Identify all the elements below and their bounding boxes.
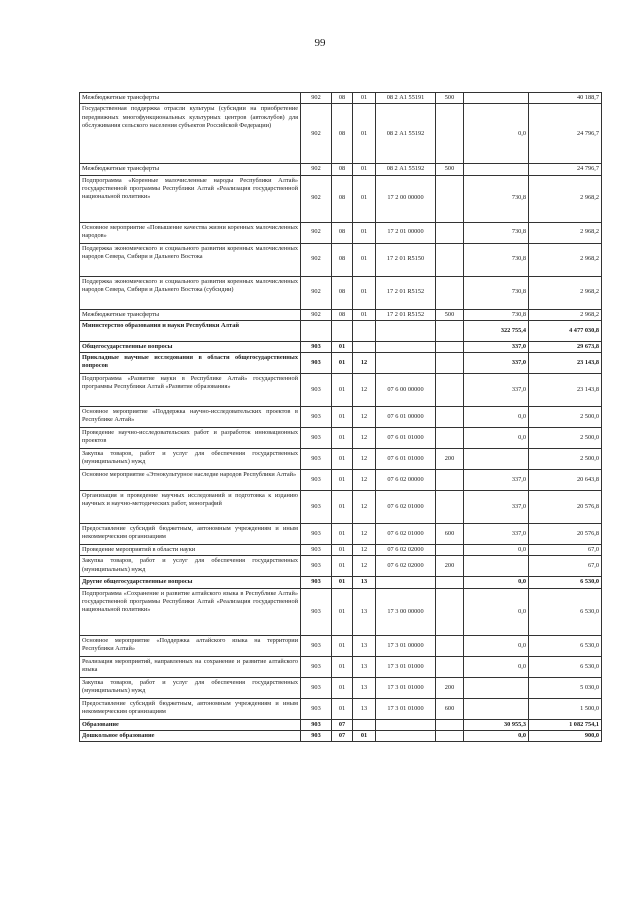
row-name-cell: Подпрограмма «Развитие науки в Республике Алтай» государственной программы Республики Алтай «Развитие образования» (80, 374, 301, 407)
row-target-article-cell: 08 2 А1 55192 (376, 164, 436, 175)
row-admin-code-cell: 903 (301, 698, 332, 719)
row-amount-2-cell: 6 530,0 (529, 656, 602, 677)
table-row (80, 104, 602, 164)
row-target-article-cell (376, 341, 436, 352)
row-amount-2-cell: 2 968,2 (529, 276, 602, 309)
row-admin-code-cell: 902 (301, 93, 332, 104)
table-body (80, 93, 602, 742)
row-target-article-cell: 07 6 01 01000 (376, 428, 436, 449)
row-name-cell: Общегосударственные вопросы (80, 341, 301, 352)
row-target-article-cell: 17 3 00 00000 (376, 588, 436, 635)
row-amount-1-cell (464, 164, 529, 175)
row-subsection-cell: 13 (353, 698, 376, 719)
table-row (80, 276, 602, 309)
row-amount-2-cell: 20 576,8 (529, 524, 602, 545)
row-subsection-cell: 01 (353, 731, 376, 742)
row-section-cell: 01 (332, 698, 353, 719)
row-expense-type-cell: 200 (436, 556, 464, 577)
row-expense-type-cell (436, 341, 464, 352)
row-expense-type-cell (436, 577, 464, 588)
row-name-cell: Реализация мероприятий, направленных на сохранение и развитие алтайского языка (80, 656, 301, 677)
row-subsection-cell: 12 (353, 428, 376, 449)
row-target-article-cell: 07 6 02 02000 (376, 545, 436, 556)
row-expense-type-cell (436, 374, 464, 407)
row-expense-type-cell (436, 588, 464, 635)
row-target-article-cell: 17 2 01 R5152 (376, 276, 436, 309)
row-amount-1-cell: 337,0 (464, 524, 529, 545)
row-expense-type-cell: 600 (436, 524, 464, 545)
row-section-cell: 01 (332, 341, 353, 352)
table-row (80, 222, 602, 243)
row-section-cell: 01 (332, 449, 353, 470)
row-name-cell: Основное мероприятие «Повышение качества жизни коренных малочисленных народов» (80, 222, 301, 243)
table-row (80, 656, 602, 677)
row-amount-1-cell: 730,8 (464, 309, 529, 320)
row-section-cell: 01 (332, 491, 353, 524)
row-admin-code-cell: 903 (301, 491, 332, 524)
table-row (80, 545, 602, 556)
row-amount-2-cell: 900,0 (529, 731, 602, 742)
row-target-article-cell: 07 6 02 00000 (376, 470, 436, 491)
table-row (80, 577, 602, 588)
row-amount-2-cell: 67,0 (529, 556, 602, 577)
row-target-article-cell: 17 3 01 01000 (376, 677, 436, 698)
row-section-cell: 01 (332, 677, 353, 698)
row-section-cell: 01 (332, 545, 353, 556)
row-amount-2-cell: 40 188,7 (529, 93, 602, 104)
row-target-article-cell: 07 6 01 01000 (376, 449, 436, 470)
row-amount-2-cell: 2 500,0 (529, 449, 602, 470)
row-subsection-cell: 01 (353, 309, 376, 320)
row-amount-1-cell: 30 955,3 (464, 719, 529, 730)
row-expense-type-cell: 500 (436, 309, 464, 320)
row-amount-1-cell (464, 93, 529, 104)
row-amount-1-cell: 0,0 (464, 407, 529, 428)
row-expense-type-cell (436, 719, 464, 730)
row-subsection-cell: 12 (353, 353, 376, 374)
row-amount-1-cell: 0,0 (464, 545, 529, 556)
row-expense-type-cell: 500 (436, 164, 464, 175)
row-expense-type-cell (436, 656, 464, 677)
row-name-cell: Предоставление субсидий бюджетным, автономным учреждениям и иным некоммерческим организациям (80, 698, 301, 719)
row-section-cell: 08 (332, 93, 353, 104)
table-row (80, 470, 602, 491)
row-admin-code-cell: 903 (301, 577, 332, 588)
table-row (80, 243, 602, 276)
table-row (80, 93, 602, 104)
row-admin-code-cell: 902 (301, 309, 332, 320)
row-expense-type-cell (436, 243, 464, 276)
row-section-cell: 08 (332, 276, 353, 309)
row-amount-1-cell (464, 556, 529, 577)
row-section-cell: 01 (332, 353, 353, 374)
row-subsection-cell: 13 (353, 635, 376, 656)
row-amount-2-cell: 2 500,0 (529, 428, 602, 449)
row-admin-code-cell: 903 (301, 449, 332, 470)
row-expense-type-cell (436, 731, 464, 742)
row-name-cell: Прикладные научные исследования в области общегосударственных вопросов (80, 353, 301, 374)
row-section-cell: 01 (332, 470, 353, 491)
row-section-cell: 01 (332, 635, 353, 656)
row-admin-code-cell: 903 (301, 374, 332, 407)
row-amount-1-cell: 0,0 (464, 104, 529, 164)
row-admin-code-cell: 903 (301, 677, 332, 698)
row-amount-2-cell: 1 500,0 (529, 698, 602, 719)
row-expense-type-cell: 600 (436, 698, 464, 719)
row-subsection-cell: 01 (353, 243, 376, 276)
table-row (80, 341, 602, 352)
row-name-cell: Межбюджетные трансферты (80, 309, 301, 320)
row-target-article-cell (376, 353, 436, 374)
row-amount-2-cell: 24 796,7 (529, 164, 602, 175)
row-target-article-cell: 07 6 02 01000 (376, 491, 436, 524)
row-amount-1-cell: 337,0 (464, 353, 529, 374)
row-section-cell (332, 320, 353, 341)
row-amount-1-cell: 0,0 (464, 428, 529, 449)
row-name-cell: Государственная поддержка отрасли культуры (субсидии на приобретение передвижных многофункциональных культурных центров (автоклубов) для обслуживания сельского населения субъектов Российской Федерации) (80, 104, 301, 164)
row-subsection-cell: 12 (353, 524, 376, 545)
row-amount-2-cell: 1 082 754,1 (529, 719, 602, 730)
row-name-cell: Основное мероприятие «Поддержка алтайского языка на территории Республики Алтай» (80, 635, 301, 656)
table-row (80, 428, 602, 449)
table-row (80, 491, 602, 524)
row-amount-2-cell: 23 143,8 (529, 353, 602, 374)
row-expense-type-cell: 200 (436, 449, 464, 470)
row-admin-code-cell: 903 (301, 545, 332, 556)
row-section-cell: 08 (332, 175, 353, 222)
row-amount-2-cell: 6 530,0 (529, 635, 602, 656)
row-expense-type-cell (436, 407, 464, 428)
row-admin-code-cell: 903 (301, 428, 332, 449)
row-subsection-cell: 13 (353, 677, 376, 698)
row-amount-1-cell: 337,0 (464, 341, 529, 352)
row-admin-code-cell: 903 (301, 656, 332, 677)
row-target-article-cell: 17 2 01 R5152 (376, 309, 436, 320)
row-name-cell: Проведение научно-исследовательских работ и разработок инновационных проектов (80, 428, 301, 449)
row-section-cell: 01 (332, 374, 353, 407)
row-admin-code-cell: 903 (301, 719, 332, 730)
table-row (80, 164, 602, 175)
row-section-cell: 01 (332, 428, 353, 449)
row-target-article-cell: 07 6 02 01000 (376, 524, 436, 545)
row-subsection-cell: 12 (353, 491, 376, 524)
table-row (80, 731, 602, 742)
table-row (80, 556, 602, 577)
row-amount-1-cell: 730,8 (464, 222, 529, 243)
table-row (80, 677, 602, 698)
row-admin-code-cell: 902 (301, 104, 332, 164)
row-name-cell: Основное мероприятие «Этнокультурное наследие народов Республики Алтай» (80, 470, 301, 491)
row-section-cell: 08 (332, 243, 353, 276)
row-name-cell: Предоставление субсидий бюджетным, автономным учреждениям и иным некоммерческим организациям (80, 524, 301, 545)
row-section-cell: 08 (332, 309, 353, 320)
row-subsection-cell: 01 (353, 276, 376, 309)
row-expense-type-cell (436, 276, 464, 309)
row-section-cell: 07 (332, 719, 353, 730)
row-name-cell: Министерство образования и науки Республики Алтай (80, 320, 301, 341)
row-name-cell: Поддержка экономического и социального развития коренных малочисленных народов Севера, Сибири и Дальнего Востока (субсидии) (80, 276, 301, 309)
row-subsection-cell: 13 (353, 577, 376, 588)
row-subsection-cell (353, 320, 376, 341)
row-subsection-cell: 01 (353, 93, 376, 104)
row-subsection-cell: 12 (353, 374, 376, 407)
row-subsection-cell: 01 (353, 104, 376, 164)
row-subsection-cell: 12 (353, 449, 376, 470)
row-expense-type-cell (436, 175, 464, 222)
row-amount-2-cell: 6 530,0 (529, 588, 602, 635)
table-row (80, 635, 602, 656)
row-amount-1-cell: 322 755,4 (464, 320, 529, 341)
table-row (80, 407, 602, 428)
row-name-cell: Организация и проведение научных исследований и подготовка к изданию научных и научно-методических работ, монографий (80, 491, 301, 524)
row-expense-type-cell (436, 222, 464, 243)
row-expense-type-cell (436, 470, 464, 491)
table-row (80, 374, 602, 407)
row-name-cell: Образование (80, 719, 301, 730)
row-amount-2-cell: 2 968,2 (529, 309, 602, 320)
row-admin-code-cell: 902 (301, 175, 332, 222)
row-amount-1-cell: 0,0 (464, 577, 529, 588)
row-target-article-cell: 17 3 01 01000 (376, 656, 436, 677)
row-section-cell: 08 (332, 104, 353, 164)
row-admin-code-cell: 903 (301, 635, 332, 656)
row-target-article-cell (376, 719, 436, 730)
row-amount-1-cell: 337,0 (464, 374, 529, 407)
table-row (80, 175, 602, 222)
row-target-article-cell: 17 3 01 00000 (376, 635, 436, 656)
table-row (80, 524, 602, 545)
table-row (80, 698, 602, 719)
row-expense-type-cell (436, 428, 464, 449)
row-amount-1-cell: 337,0 (464, 470, 529, 491)
row-name-cell: Закупка товаров, работ и услуг для обеспечения государственных (муниципальных) нужд (80, 449, 301, 470)
row-name-cell: Основное мероприятие «Поддержка научно-исследовательских проектов в Республике Алтай» (80, 407, 301, 428)
row-amount-2-cell: 67,0 (529, 545, 602, 556)
row-name-cell: Закупка товаров, работ и услуг для обеспечения государственных (муниципальных) нужд (80, 677, 301, 698)
row-subsection-cell: 12 (353, 470, 376, 491)
row-expense-type-cell: 500 (436, 93, 464, 104)
row-admin-code-cell: 903 (301, 588, 332, 635)
row-target-article-cell: 07 6 02 02000 (376, 556, 436, 577)
row-amount-2-cell: 23 143,8 (529, 374, 602, 407)
table-row (80, 353, 602, 374)
row-amount-1-cell: 0,0 (464, 656, 529, 677)
row-expense-type-cell: 200 (436, 677, 464, 698)
table-row (80, 449, 602, 470)
table-row (80, 588, 602, 635)
row-amount-1-cell (464, 677, 529, 698)
row-name-cell: Межбюджетные трансферты (80, 93, 301, 104)
row-target-article-cell: 07 6 00 00000 (376, 374, 436, 407)
row-target-article-cell: 17 2 01 00000 (376, 222, 436, 243)
row-subsection-cell: 13 (353, 588, 376, 635)
row-subsection-cell: 12 (353, 407, 376, 428)
row-target-article-cell: 07 6 01 00000 (376, 407, 436, 428)
row-admin-code-cell: 903 (301, 341, 332, 352)
row-amount-1-cell: 337,0 (464, 491, 529, 524)
row-admin-code-cell: 903 (301, 470, 332, 491)
row-section-cell: 01 (332, 577, 353, 588)
row-expense-type-cell (436, 491, 464, 524)
row-section-cell: 08 (332, 222, 353, 243)
row-admin-code-cell: 903 (301, 407, 332, 428)
row-name-cell: Межбюджетные трансферты (80, 164, 301, 175)
row-target-article-cell (376, 731, 436, 742)
row-target-article-cell: 08 2 А1 55191 (376, 93, 436, 104)
row-amount-1-cell (464, 449, 529, 470)
row-amount-1-cell: 0,0 (464, 588, 529, 635)
row-name-cell: Закупка товаров, работ и услуг для обеспечения государственных (муниципальных) нужд (80, 556, 301, 577)
row-section-cell: 07 (332, 731, 353, 742)
row-amount-2-cell: 2 500,0 (529, 407, 602, 428)
table-row (80, 719, 602, 730)
row-subsection-cell: 12 (353, 545, 376, 556)
row-amount-1-cell: 730,8 (464, 175, 529, 222)
row-admin-code-cell: 903 (301, 731, 332, 742)
row-target-article-cell: 17 2 01 R5150 (376, 243, 436, 276)
row-subsection-cell: 01 (353, 222, 376, 243)
row-expense-type-cell (436, 353, 464, 374)
row-admin-code-cell: 902 (301, 243, 332, 276)
row-amount-2-cell: 20 643,8 (529, 470, 602, 491)
row-amount-2-cell: 2 968,2 (529, 175, 602, 222)
row-admin-code-cell (301, 320, 332, 341)
row-name-cell: Другие общегосударственные вопросы (80, 577, 301, 588)
row-expense-type-cell (436, 545, 464, 556)
row-target-article-cell (376, 577, 436, 588)
row-section-cell: 01 (332, 656, 353, 677)
row-subsection-cell: 01 (353, 164, 376, 175)
row-section-cell: 01 (332, 407, 353, 428)
row-name-cell: Проведение мероприятий в области науки (80, 545, 301, 556)
page-number: 99 (314, 37, 326, 49)
row-name-cell: Подпрограмма «Сохранение и развитие алтайского языка в Республике Алтай» государственной программы Республики Алтай «Реализация государственной национальной политики» (80, 588, 301, 635)
row-name-cell: Дошкольное образование (80, 731, 301, 742)
row-section-cell: 01 (332, 588, 353, 635)
row-name-cell: Поддержка экономического и социального развития коренных малочисленных народов Севера, Сибири и Дальнего Востока (80, 243, 301, 276)
table-row (80, 320, 602, 341)
row-admin-code-cell: 902 (301, 164, 332, 175)
row-expense-type-cell (436, 320, 464, 341)
row-subsection-cell: 01 (353, 175, 376, 222)
row-target-article-cell: 08 2 А1 55192 (376, 104, 436, 164)
row-subsection-cell: 12 (353, 556, 376, 577)
row-admin-code-cell: 903 (301, 353, 332, 374)
row-expense-type-cell (436, 104, 464, 164)
row-subsection-cell (353, 341, 376, 352)
row-name-cell: Подпрограмма «Коренные малочисленные народы Республики Алтай» государственной программы Республики Алтай «Реализация государственной национальной политики» (80, 175, 301, 222)
row-section-cell: 01 (332, 556, 353, 577)
row-amount-2-cell: 24 796,7 (529, 104, 602, 164)
row-target-article-cell: 17 3 01 01000 (376, 698, 436, 719)
row-amount-1-cell: 730,8 (464, 243, 529, 276)
row-amount-1-cell: 0,0 (464, 731, 529, 742)
row-admin-code-cell: 903 (301, 556, 332, 577)
row-amount-2-cell: 6 530,0 (529, 577, 602, 588)
row-amount-2-cell: 29 673,8 (529, 341, 602, 352)
row-section-cell: 08 (332, 164, 353, 175)
table-row (80, 309, 602, 320)
row-admin-code-cell: 902 (301, 222, 332, 243)
row-amount-1-cell (464, 698, 529, 719)
row-subsection-cell: 13 (353, 656, 376, 677)
row-amount-2-cell: 2 968,2 (529, 243, 602, 276)
row-amount-2-cell: 5 030,0 (529, 677, 602, 698)
row-amount-2-cell: 20 576,8 (529, 491, 602, 524)
row-target-article-cell (376, 320, 436, 341)
row-admin-code-cell: 903 (301, 524, 332, 545)
row-amount-2-cell: 2 968,2 (529, 222, 602, 243)
row-amount-1-cell: 730,8 (464, 276, 529, 309)
row-admin-code-cell: 902 (301, 276, 332, 309)
row-amount-2-cell: 4 477 030,8 (529, 320, 602, 341)
row-target-article-cell: 17 2 00 00000 (376, 175, 436, 222)
budget-table (79, 92, 602, 742)
row-amount-1-cell: 0,0 (464, 635, 529, 656)
row-expense-type-cell (436, 635, 464, 656)
row-section-cell: 01 (332, 524, 353, 545)
row-subsection-cell (353, 719, 376, 730)
